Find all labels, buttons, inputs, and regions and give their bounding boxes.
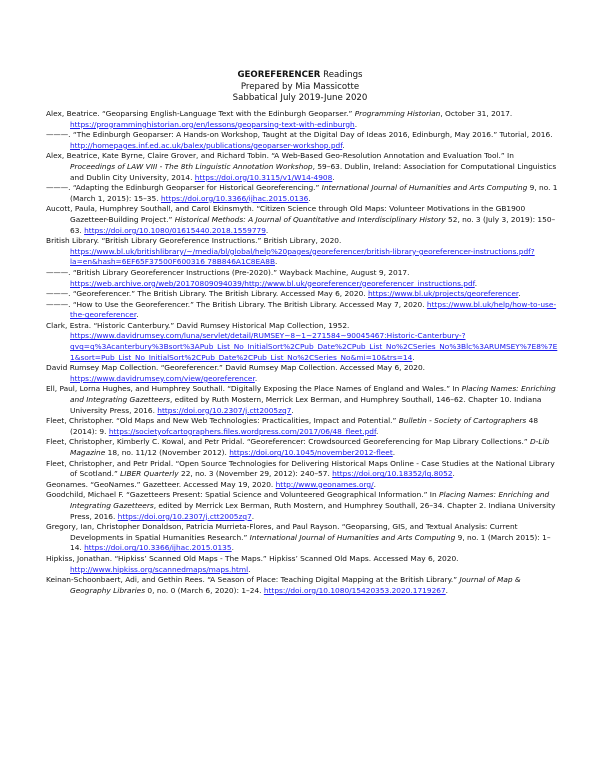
citation-text: . <box>474 278 478 288</box>
citation-link[interactable]: https://doi.org/10.3366/ijhac.2015.0135 <box>84 543 232 553</box>
citation-text: . <box>376 426 379 436</box>
citation-text: David Rumsey Map Collection. “Georeferencer.” David Rumsey Map Collection. Accessed May 6, 2020. <box>46 363 426 373</box>
citation-text: . <box>518 289 521 299</box>
citation-text: ———. “How to Use the Georeferencer.” The British Library. The British Library. Accessed May 7, 2020. <box>46 299 427 309</box>
citation-link[interactable]: http://www.geonames.org/ <box>275 479 374 489</box>
sabbatical-dates: Sabbatical July 2019-June 2020 <box>232 93 368 103</box>
document-header <box>0 70 600 105</box>
bibliography-entry <box>46 321 558 363</box>
bibliography-entry <box>46 554 558 575</box>
citation-text: . <box>354 119 358 129</box>
citation-text: . <box>412 352 415 362</box>
citation-link[interactable]: https://www.davidrumsey.com/view/georeferencer <box>70 373 255 383</box>
citation-text: ———. “British Library Georeferencer Instructions (Pre-2020).” Wayback Machine, August 9, 2017. <box>46 267 410 277</box>
citation-text: Geonames. “GeoNames.” Gazetteer. Accessed May 19, 2020. <box>46 479 276 489</box>
bibliography-entry <box>46 151 558 183</box>
citation-link[interactable]: https://doi.org/10.18352/lq.8052 <box>332 469 453 479</box>
citation-text: , edited by Merrick Lex Berman, Ruth Mostern, and Humphrey Southall, 26–34. Chapter 2. Indiana University Press, 2016. <box>70 500 556 521</box>
citation-link[interactable]: https://www.bl.uk/projects/georeferencer <box>368 289 519 299</box>
bibliography-entry <box>46 437 558 458</box>
citation-text: Gregory, Ian, Christopher Donaldson, Patricia Murrieta-Flores, and Paul Rayson. “Geoparsing, GIS, and Textual Analysis: Current Developments in Spatial Humanities Research.” <box>46 522 518 542</box>
citation-text: . <box>308 193 311 203</box>
citation-link[interactable]: https://www.bl.uk/help/how-to-use-the-georeferencer <box>70 299 557 320</box>
citation-link[interactable]: https://doi.org/10.2307/j.ctt2005zq7 <box>157 405 292 415</box>
citation-source-title: D-Lib Magazine <box>70 437 550 457</box>
bibliography-entry <box>46 459 558 480</box>
citation-link[interactable]: https://doi.org/10.3366/ijhac.2015.0136 <box>160 193 309 203</box>
citation-text: Fleet, Christopher, and Petr Pridal. “Open Source Technologies for Delivering Historical Maps Online - Case Studies at the National Library of Scotland.” <box>46 458 555 479</box>
bibliography-entry <box>46 416 558 437</box>
citation-link[interactable]: https://doi.org/10.2307/j.ctt2005zq7 <box>117 511 252 521</box>
citation-text: ———. “The Edinburgh Geoparser: A Hands-on Workshop, Taught at the Digital Day of Ideas 2016, Edinburgh, May 2016.” Tutorial, 2016. <box>46 130 553 140</box>
citation-link[interactable]: http://homepages.inf.ed.ac.uk/balex/publications/geoparser-workshop.pdf <box>70 140 343 150</box>
citation-text: . <box>452 469 455 479</box>
citation-text: 0, no. 0 (March 6, 2020): 1–24. <box>145 585 264 595</box>
document-title <box>0 70 600 82</box>
citation-link[interactable]: https://programminghistorian.org/en/lessons/geoparsing-text-with-edinburgh <box>70 119 355 129</box>
citation-text: 48 (2014): 9. <box>70 416 539 436</box>
citation-source-title: Historical Methods: A Journal of Quantitative and Interdisciplinary History <box>174 214 446 224</box>
prepared-by: Prepared by Mia Massicotte <box>240 81 360 92</box>
citation-text: . <box>275 257 278 267</box>
citation-text: Aucott, Paula, Humphrey Southall, and Carol Ekinsmyth. “Citizen Science through Old Maps: Volunteer Motivations in the GB1900 Gazetteer-Building Project.” <box>46 204 526 224</box>
bibliography-entry <box>46 289 558 300</box>
citation-link[interactable]: https://doi.org/10.1080/15420353.2020.1719267 <box>263 585 446 595</box>
citation-source-title: Journal of Map & Geography Libraries <box>70 575 521 595</box>
citation-text: 18, no. 11/12 (November 2012). <box>105 448 230 457</box>
citation-text: . <box>136 310 139 320</box>
citation-source-title: LIBER Quarterly <box>120 469 179 479</box>
citation-source-title: International Journal of Humanities and Arts Computing <box>249 532 456 542</box>
citation-link[interactable]: https://web.archive.org/web/20170809094039/http://www.bl.uk/georeferencer/georeferencer_instructions.pdf <box>70 278 475 288</box>
bibliography-entry <box>46 384 558 416</box>
citation-link[interactable]: https://societyofcartographers.files.wordpress.com/2017/06/48_fleet.pdf <box>108 426 377 436</box>
citation-source-title: Programming Historian <box>354 109 441 118</box>
citation-text: , edited by Ruth Mostern, Merrick Lex Berman, and Humphrey Southall, 146–62. Chapter 10. Indiana University Press, 2016. <box>70 395 542 415</box>
citation-link[interactable]: https://doi.org/10.1080/01615440.2018.1559779 <box>84 225 266 235</box>
citation-text: Clark, Estra. “Historic Canterbury.” David Rumsey Historical Map Collection, 1952. <box>46 320 350 330</box>
citation-text: . <box>231 543 234 553</box>
citation-text: . <box>342 140 345 150</box>
citation-text: Hipkiss, Jonathan. “Hipkiss’ Scanned Old Maps - The Maps.” Hipkiss’ Scanned Old Maps. Accessed May 6, 2020. <box>46 553 459 563</box>
citation-text: Fleet, Christopher. “Old Maps and New Web Technologies: Practicalities, Impact and Potential.” <box>46 416 399 426</box>
citation-source-title: International Journal of Humanities and Arts Computing <box>321 183 528 193</box>
bibliography-entry <box>46 130 558 151</box>
bibliography-entry <box>46 236 558 268</box>
bibliography-entry <box>46 490 558 522</box>
citation-source-title: Bulletin - Society of Cartographers <box>398 416 527 426</box>
bibliography-entry <box>46 363 558 384</box>
citation-text: Keinan-Schoonbaert, Adi, and Gethin Rees. “A Season of Place: Teaching Digital Mapping at the British Library.” <box>46 575 460 585</box>
citation-text: Ell, Paul, Lorna Hughes, and Humphrey Southall. “Digitally Exposing the Place Names of England and Wales.” In <box>46 384 462 394</box>
citation-text: . <box>445 585 449 595</box>
citation-text: Goodchild, Michael F. “Gazetteers Present: Spatial Science and Volunteered Geographical Information.” In <box>46 490 439 500</box>
bibliography-entry <box>46 268 558 289</box>
citation-source-title: Placing Names: Enriching and Integrating Gazetteers <box>70 490 550 510</box>
bibliography-list <box>46 109 558 596</box>
citation-text: , October 31, 2017. <box>440 109 513 118</box>
citation-text: . <box>392 448 396 457</box>
citation-source-title: Proceedings of LAW VIII - The 8th Linguistic Annotation Workshop <box>70 161 313 171</box>
citation-link[interactable]: http://www.hipkiss.org/scannedmaps/maps.html <box>70 564 249 574</box>
bibliography-entry <box>46 109 558 130</box>
citation-text: Alex, Beatrice, Kate Byrne, Claire Grover, and Richard Tobin. “A Web-Based Geo-Resolution Annotation and Evaluation Tool.” In <box>46 151 514 161</box>
citation-text: , 59–63. Dublin, Ireland: Association for Computational Linguistics and Dublin City University, 2014. <box>70 161 557 182</box>
title-rest: Readings <box>320 70 363 80</box>
citation-text: 22, no. 3 (November 29, 2012): 240–57. <box>178 469 333 479</box>
citation-source-title: Placing Names: Enriching and Integrating Gazetteers <box>70 384 556 405</box>
bibliography-entry <box>46 575 558 596</box>
citation-text: ———. “Adapting the Edinburgh Geoparser for Historical Georeferencing.” <box>46 183 322 193</box>
citation-text: British Library. “British Library Georeference Instructions.” British Library, 2020. <box>46 236 342 246</box>
bibliography-entry <box>46 480 558 491</box>
citation-text: . <box>248 564 251 574</box>
citation-text: 52, no. 3 (July 3, 2019): 150–63. <box>70 214 556 235</box>
citation-text: . <box>373 479 376 489</box>
citation-text: . <box>265 225 269 235</box>
citation-link[interactable]: https://doi.org/10.3115/v1/W14-4908 <box>194 172 333 182</box>
citation-text: . <box>254 373 258 383</box>
citation-text: 9, no. 1 (March 1, 2015): 15–35. <box>70 183 558 203</box>
citation-text: . <box>251 511 255 521</box>
citation-link[interactable]: https://www.bl.uk/britishlibrary/~/media/bl/global/help%20pages/georeferencer/british-library-georeferencer-instructions.pdf?la=en&hash=6EF65F37500F600316 78B846A1C8EA8B <box>70 246 535 267</box>
citation-text: ———. “Georeferencer.” The British Library. The British Library. Accessed May 6, 2020. <box>46 289 368 299</box>
citation-text: Fleet, Christopher, Kimberly C. Kowal, and Petr Pridal. “Georeferencer: Crowdsourced Georeferencing for Map Library Collections.” <box>46 437 531 447</box>
citation-link[interactable]: https://doi.org/10.1045/november2012-fleet <box>229 448 393 457</box>
bibliography-entry <box>46 522 558 554</box>
citation-link[interactable]: https://www.davidrumsey.com/luna/servlet/detail/RUMSEY~8~1~271584~90045467:Historic-Canterbury-?qvq=q%3Acanterbury%3Bsort%3APub_List_No_InitialSort%2CPub_Date%2CPub_List_No%2CSeries_No%3Blc%3ARUMSEY%7E8%7E1&sort=Pub_List_No_InitialSort%2CPub_Date%2CPub_List_No%2CSeries_No&mi=10&trs=14 <box>70 331 558 362</box>
citation-text: 9, no. 1 (March 2015): 1–14. <box>70 532 551 553</box>
title-bold: GEOREFERENCER <box>237 70 321 80</box>
bibliography-entry <box>46 204 558 236</box>
bibliography-entry <box>46 183 558 204</box>
bibliography-entry <box>46 300 558 321</box>
citation-text: Alex, Beatrice. “Geoparsing English-Language Text with the Edinburgh Geoparser.” <box>46 109 355 118</box>
citation-text: . <box>332 172 335 182</box>
citation-text: . <box>291 405 294 415</box>
